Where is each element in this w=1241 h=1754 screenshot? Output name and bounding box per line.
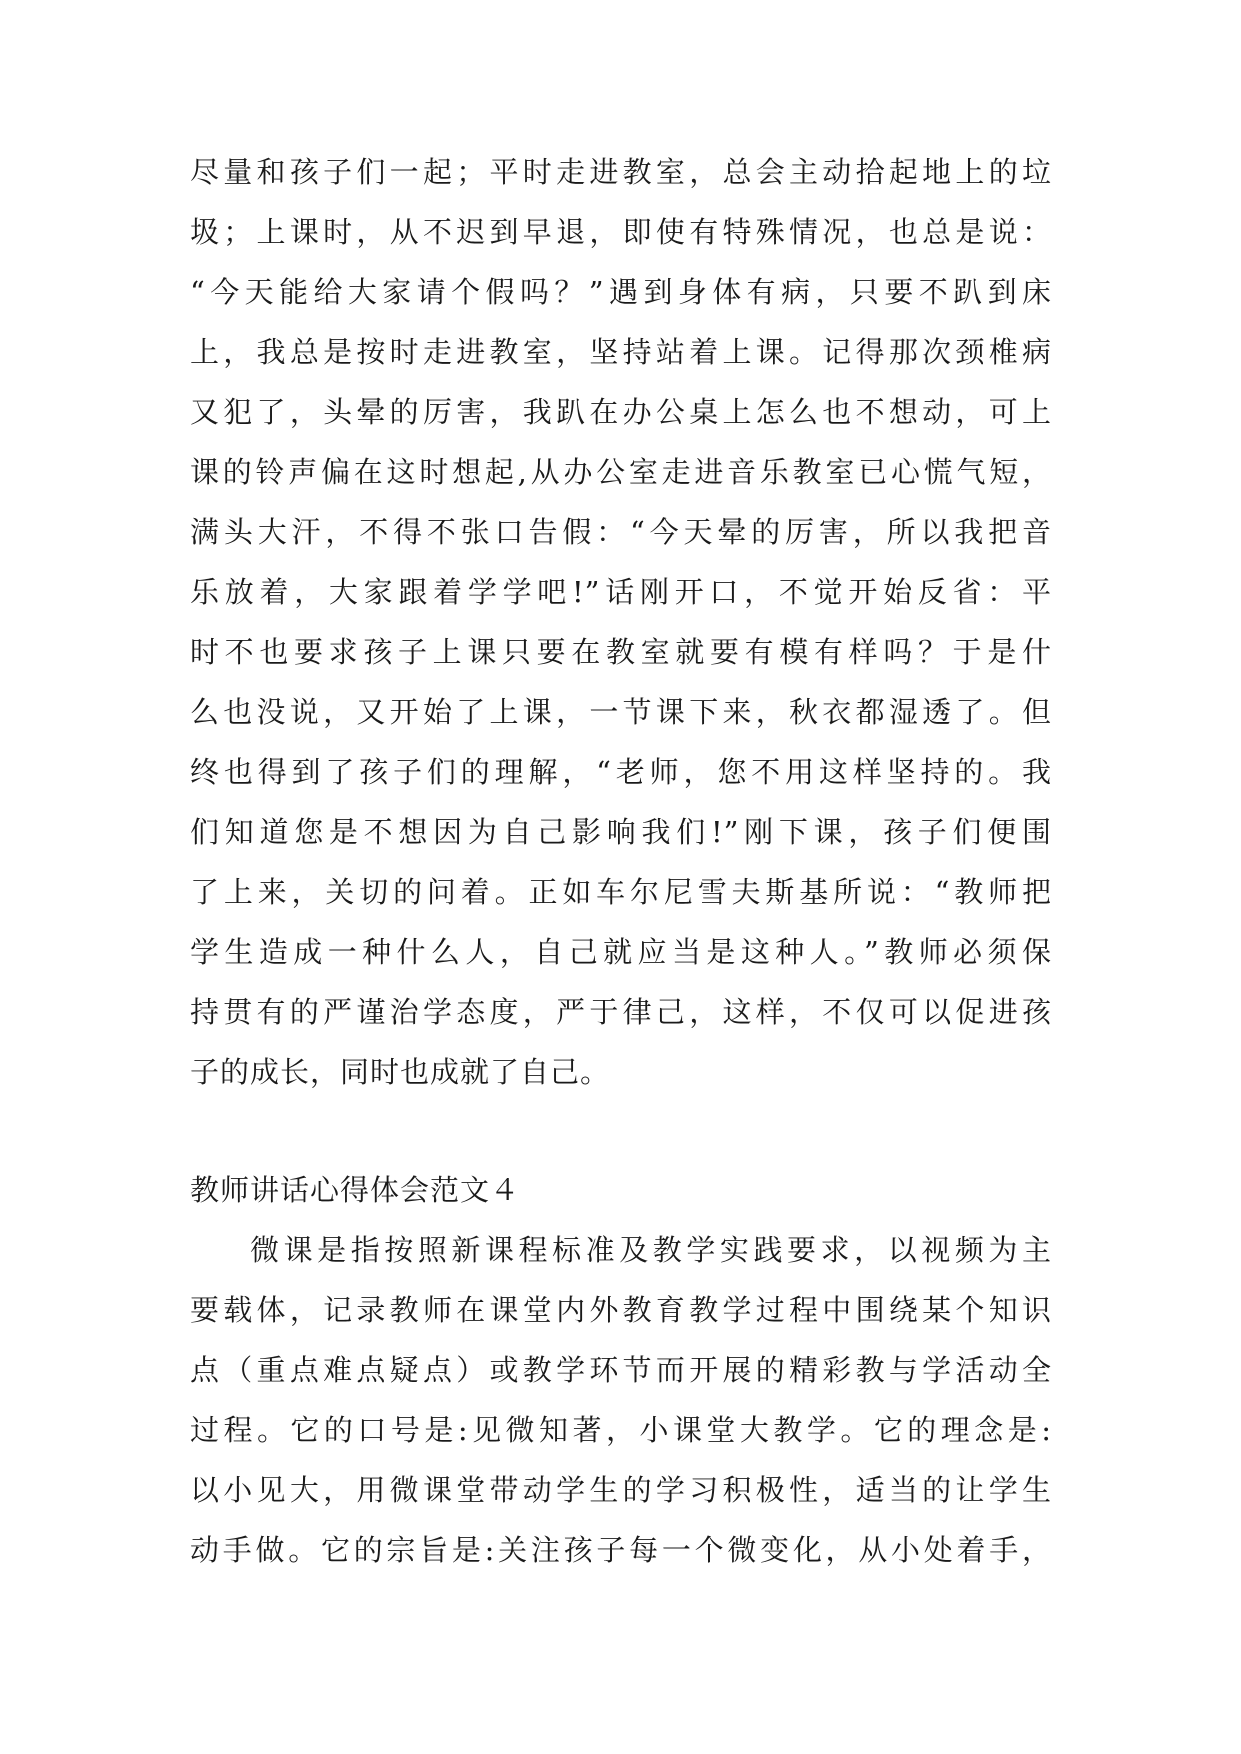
paragraph-line: 点（重点难点疑点）或教学环节而开展的精彩教与学活动全 bbox=[190, 1353, 1052, 1387]
paragraph-line: 又犯了，头晕的厉害，我趴在办公桌上怎么也不想动，可上 bbox=[190, 395, 1052, 429]
paragraph-line: 么也没说，又开始了上课，一节课下来，秋衣都湿透了。但 bbox=[190, 695, 1052, 729]
paragraph-line: 们知道您是不想因为自己影响我们!”刚下课，孩子们便围 bbox=[190, 815, 1052, 849]
paragraph-line: 微课是指按照新课程标准及教学实践要求，以视频为主 bbox=[250, 1233, 1052, 1267]
paragraph-line: 圾；上课时，从不迟到早退，即使有特殊情况，也总是说： bbox=[190, 215, 1052, 249]
paragraph-line: 满头大汗，不得不张口告假：“今天晕的厉害，所以我把音 bbox=[190, 515, 1052, 549]
paragraph-line: 乐放着，大家跟着学学吧!”话刚开口，不觉开始反省：平 bbox=[190, 575, 1052, 609]
paragraph-line: “今天能给大家请个假吗？”遇到身体有病，只要不趴到床 bbox=[190, 275, 1052, 309]
paragraph-line: 上，我总是按时走进教室，坚持站着上课。记得那次颈椎病 bbox=[190, 335, 1052, 369]
paragraph-line: 尽量和孩子们一起；平时走进教室，总会主动拾起地上的垃 bbox=[190, 155, 1052, 189]
paragraph-line: 了上来，关切的问着。正如车尔尼雪夫斯基所说：“教师把 bbox=[190, 875, 1052, 909]
paragraph-line: 学生造成一种什么人，自己就应当是这种人。”教师必须保 bbox=[190, 935, 1052, 969]
paragraph-line: 终也得到了孩子们的理解，“老师，您不用这样坚持的。我 bbox=[190, 755, 1052, 789]
paragraph-line: 时不也要求孩子上课只要在教室就要有模有样吗？于是什 bbox=[190, 635, 1052, 669]
paragraph-line: 子的成长，同时也成就了自己。 bbox=[190, 1055, 611, 1089]
paragraph-line: 持贯有的严谨治学态度，严于律己，这样，不仅可以促进孩 bbox=[190, 995, 1052, 1029]
section-heading: 教师讲话心得体会范文４ bbox=[190, 1173, 521, 1207]
paragraph-line: 以小见大，用微课堂带动学生的学习积极性，适当的让学生 bbox=[190, 1473, 1052, 1507]
paragraph-line: 过程。它的口号是:见微知著，小课堂大教学。它的理念是: bbox=[190, 1413, 1052, 1447]
paragraph-line: 要载体，记录教师在课堂内外教育教学过程中围绕某个知识 bbox=[190, 1293, 1052, 1327]
paragraph-line: 课的铃声偏在这时想起,从办公室走进音乐教室已心慌气短， bbox=[190, 455, 1052, 489]
paragraph-line: 动手做。它的宗旨是:关注孩子每一个微变化，从小处着手， bbox=[190, 1533, 1052, 1567]
